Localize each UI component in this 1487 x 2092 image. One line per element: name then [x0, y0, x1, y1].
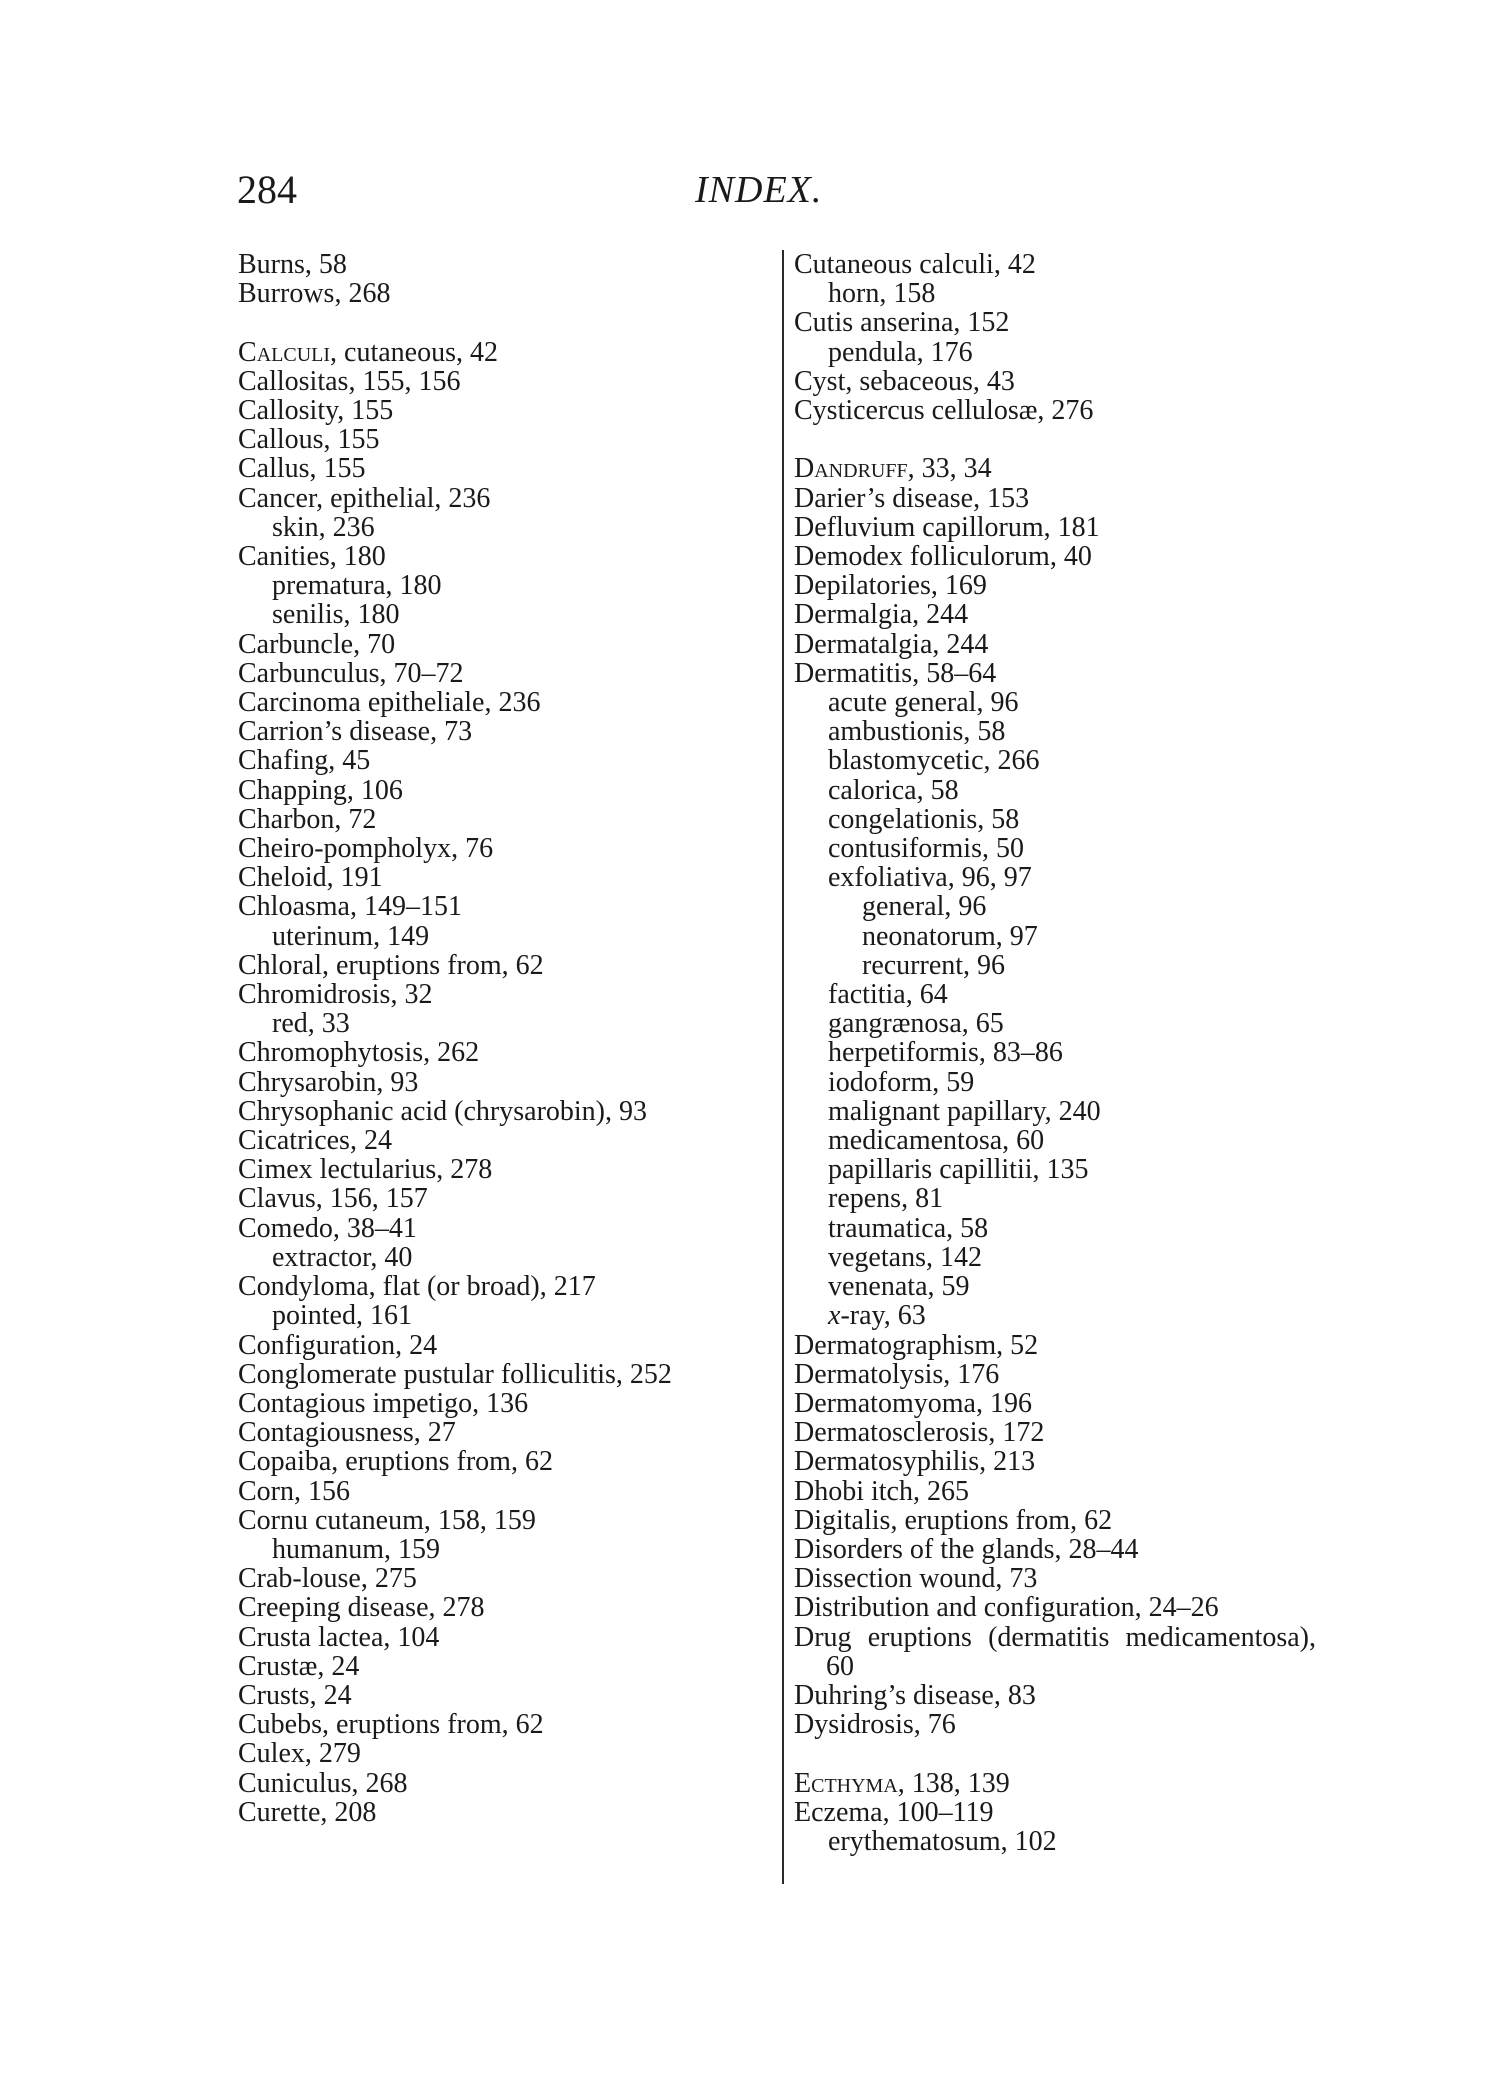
index-subentry: ambustionis, 58 — [828, 716, 1006, 748]
index-entry: Conglomerate pustular folliculitis, 252 — [238, 1358, 672, 1390]
index-subentry: contusiformis, 50 — [828, 833, 1024, 865]
index-entry-list-right — [794, 249, 1323, 1857]
index-entry: Chloral, eruptions from, 62 — [238, 949, 544, 981]
index-entry: Charbon, 72 — [238, 803, 377, 835]
index-entry: Corn, 156 — [238, 1475, 350, 1507]
index-entry: Dermatitis, 58–64 — [794, 657, 997, 689]
index-entry: Chromidrosis, 32 — [238, 979, 433, 1011]
index-subentry: recurrent, 96 — [862, 949, 1006, 981]
index-entry: Cysticercus cellulosæ, 276 — [794, 395, 1094, 427]
index-entry: Callositas, 155, 156 — [238, 365, 461, 397]
index-subentry: erythematosum, 102 — [828, 1825, 1057, 1857]
index-entry: Dermatalgia, 244 — [794, 628, 989, 660]
index-entry: Cheloid, 191 — [238, 862, 383, 894]
index-entry: Creeping disease, 278 — [238, 1592, 485, 1624]
index-subentry: malignant papillary, 240 — [828, 1095, 1101, 1127]
running-head: INDEX. — [695, 169, 823, 211]
section-gap — [238, 308, 758, 337]
index-entry: Cuniculus, 268 — [238, 1767, 408, 1799]
index-subentry: pointed, 161 — [272, 1300, 412, 1332]
index-entry: Chrysophanic acid (chrysarobin), 93 — [238, 1095, 647, 1127]
index-entry: Dandruff, 33, 34 — [794, 453, 992, 485]
index-subentry: uterinum, 149 — [272, 920, 430, 952]
index-entry: Dermatolysis, 176 — [794, 1358, 1000, 1390]
index-subentry: congelationis, 58 — [828, 803, 1020, 835]
index-subentry: skin, 236 — [272, 511, 375, 543]
index-subentry: medicamentosa, 60 — [828, 1125, 1045, 1157]
index-column-right — [782, 249, 1323, 1884]
index-entry: Cimex lectularius, 278 — [238, 1154, 493, 1186]
index-entry: Canities, 180 — [238, 541, 386, 573]
page-number: 284 — [237, 167, 297, 212]
index-entry: Carbunculus, 70–72 — [238, 657, 464, 689]
index-entry: Demodex folliculorum, 40 — [794, 541, 1092, 573]
index-column-left — [238, 250, 758, 1827]
index-subentry: senilis, 180 — [272, 599, 400, 631]
index-entry: Carrion’s disease, 73 — [238, 716, 473, 748]
section-gap — [794, 425, 1316, 454]
index-subentry: vegetans, 142 — [828, 1241, 982, 1273]
index-entry: Chafing, 45 — [238, 745, 371, 777]
index-entry: Darier’s disease, 153 — [794, 482, 1030, 514]
index-subentry: red, 33 — [272, 1008, 350, 1040]
index-entry: Cornu cutaneum, 158, 159 — [238, 1504, 536, 1536]
index-entry: Cyst, sebaceous, 43 — [794, 365, 1015, 397]
index-subentry: gangrænosa, 65 — [828, 1008, 1004, 1040]
section-gap — [794, 1739, 1316, 1768]
index-entry: Culex, 279 — [238, 1738, 361, 1770]
index-subentry: iodoform, 59 — [828, 1066, 975, 1098]
index-entry: Dermalgia, 244 — [794, 599, 969, 631]
index-subentry: venenata, 59 — [828, 1271, 970, 1303]
index-subentry: extractor, 40 — [272, 1241, 413, 1273]
index-entry: Cubebs, eruptions from, 62 — [238, 1709, 544, 1741]
index-entry: Carbuncle, 70 — [238, 628, 396, 660]
index-entry: Disorders of the glands, 28–44 — [794, 1533, 1139, 1565]
index-entry: Distribution and configuration, 24–26 — [794, 1592, 1219, 1624]
index-subentry: prematura, 180 — [272, 570, 442, 602]
index-entry: Chromophytosis, 262 — [238, 1037, 480, 1069]
index-entry: Callous, 155 — [238, 424, 380, 456]
index-subentry: calorica, 58 — [828, 774, 959, 806]
index-entry: Configuration, 24 — [238, 1329, 438, 1361]
index-entry: Defluvium capillorum, 181 — [794, 511, 1100, 543]
index-entry: Cheiro-pompholyx, 76 — [238, 833, 494, 865]
index-entry: Dermatographism, 52 — [794, 1329, 1039, 1361]
index-entry: Crusta lactea, 104 — [238, 1621, 440, 1653]
index-entry: Contagious impetigo, 136 — [238, 1387, 529, 1419]
index-entry: Crusts, 24 — [238, 1679, 352, 1711]
index-entry: Cancer, epithelial, 236 — [238, 482, 491, 514]
index-subentry: horn, 158 — [828, 278, 936, 310]
index-entry: Calculi, cutaneous, 42 — [238, 336, 498, 368]
index-entry: Digitalis, eruptions from, 62 — [794, 1504, 1113, 1536]
index-entry: Carcinoma epitheliale, 236 — [238, 687, 541, 719]
index-entry: Callus, 155 — [238, 453, 366, 485]
index-entry: Cutis anserina, 152 — [794, 307, 1010, 339]
index-subentry: neonatorum, 97 — [862, 920, 1038, 952]
index-entry: Dermatosyphilis, 213 — [794, 1446, 1036, 1478]
index-entry: Drug eruptions (dermatitis medicamentosa), 60 — [794, 1621, 1323, 1682]
index-subentry: traumatica, 58 — [828, 1212, 989, 1244]
index-entry: Chapping, 106 — [238, 774, 403, 806]
index-subentry: general, 96 — [862, 891, 987, 923]
index-entry: Chrysarobin, 93 — [238, 1066, 419, 1098]
index-subentry: x-ray, 63 — [828, 1300, 926, 1332]
index-entry: Comedo, 38–41 — [238, 1212, 417, 1244]
index-entry: Duhring’s disease, 83 — [794, 1679, 1036, 1711]
index-entry: Depilatories, 169 — [794, 570, 987, 602]
index-entry: Cicatrices, 24 — [238, 1125, 392, 1157]
index-entry: Cutaneous calculi, 42 — [794, 249, 1036, 280]
index-entry: Copaiba, eruptions from, 62 — [238, 1446, 553, 1478]
index-entry: Dissection wound, 73 — [794, 1563, 1038, 1595]
index-entry: Dermatosclerosis, 172 — [794, 1417, 1045, 1449]
index-entry: Callosity, 155 — [238, 395, 394, 426]
index-subentry: pendula, 176 — [828, 336, 973, 368]
index-subentry: factitia, 64 — [828, 979, 948, 1011]
index-entry: Condyloma, flat (or broad), 217 — [238, 1271, 596, 1303]
index-entry: Curette, 208 — [238, 1796, 377, 1828]
index-entry: Ecthyma, 138, 139 — [794, 1767, 1010, 1799]
index-entry: Dhobi itch, 265 — [794, 1475, 969, 1507]
index-entry: Eczema, 100–119 — [794, 1796, 994, 1828]
index-subentry: humanum, 159 — [272, 1533, 440, 1565]
index-entry: Dysidrosis, 76 — [794, 1709, 956, 1741]
index-subentry: acute general, 96 — [828, 687, 1019, 719]
index-subentry: exfoliativa, 96, 97 — [828, 862, 1032, 894]
index-subentry: repens, 81 — [828, 1183, 944, 1215]
index-entry: Crustæ, 24 — [238, 1650, 360, 1682]
index-entry: Clavus, 156, 157 — [238, 1183, 428, 1215]
index-entry: Contagiousness, 27 — [238, 1417, 456, 1449]
index-entry-list-left — [238, 250, 758, 1827]
index-subentry: herpetiformis, 83–86 — [828, 1037, 1063, 1069]
index-subentry: blastomycetic, 266 — [828, 745, 1040, 777]
index-entry: Burrows, 268 — [238, 278, 391, 310]
index-subentry: papillaris capillitii, 135 — [828, 1154, 1089, 1186]
index-entry: Chloasma, 149–151 — [238, 891, 462, 923]
index-entry: Crab-louse, 275 — [238, 1563, 417, 1595]
index-entry: Dermatomyoma, 196 — [794, 1387, 1032, 1419]
index-entry: Burns, 58 — [238, 249, 347, 280]
